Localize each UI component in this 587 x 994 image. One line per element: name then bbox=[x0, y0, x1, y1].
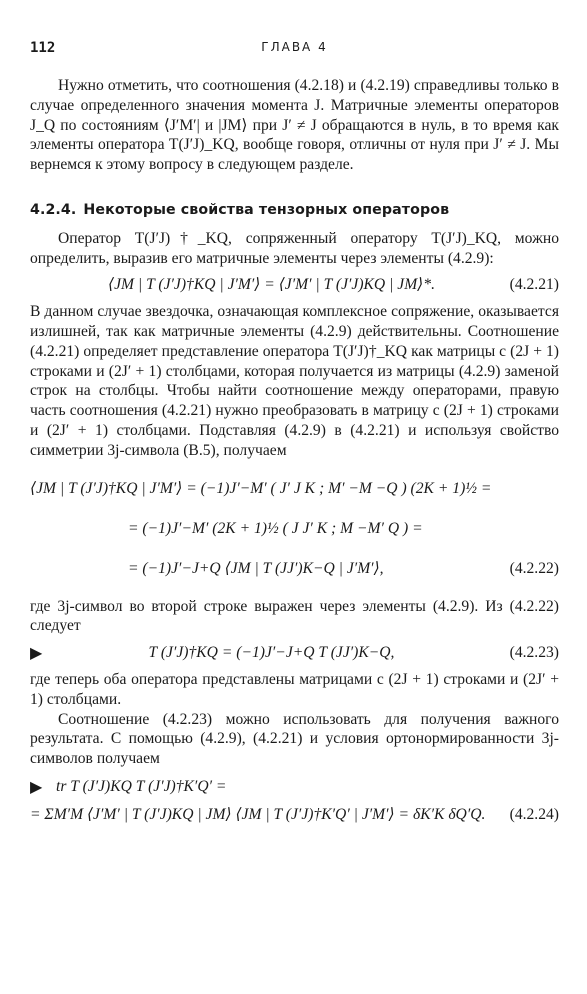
page-number: 112 bbox=[30, 40, 56, 56]
equation-expression: ⟨JM | T (J′J)†KQ | J′M′⟩ = (−1)J′−M′ ( J′ J K ; M′ −M −Q ) (2K + 1)½ = bbox=[30, 479, 492, 497]
equation-expression: tr T (J′J)KQ T (J′J)†K′Q′ = bbox=[56, 778, 227, 796]
chapter-title: ГЛАВА 4 bbox=[261, 40, 328, 54]
equation-number: (4.2.22) bbox=[509, 559, 559, 577]
equation-line bbox=[30, 773, 559, 801]
equation-4-2-24 bbox=[30, 773, 559, 829]
equation-expression: = ΣM′M ⟨J′M′ | T (J′J)KQ | JM⟩ ⟨JM | T (J′J)†K′Q′ | J′M′⟩ = δK′K δQ′Q. bbox=[30, 806, 486, 824]
equation-line bbox=[30, 549, 559, 589]
paragraph-3: где 3j-символ во второй строке выражен через элементы (4.2.9). Из (4.2.22) следует bbox=[30, 597, 559, 635]
intro-paragraph: Нужно отметить, что соотношения (4.2.18) и (4.2.19) справедливы только в случае определенного значения момента J. Матричные элементы операторов J_Q по состояниям ⟨J′M′| и |JM⟩ при J′ ≠ J обращаются в нуль, в то время как элементы оператора T(J′J)_KQ, вообще говоря, отличны от нуля при J′ ≠ J. Мы вернемся к этому вопросу в следующем разделе. bbox=[30, 77, 559, 174]
equation-line bbox=[30, 509, 559, 549]
running-header bbox=[30, 40, 559, 56]
page-body bbox=[30, 76, 559, 829]
equation-4-2-23 bbox=[30, 643, 559, 663]
equation-expression: = (−1)J′−J+Q ⟨JM | T (JJ′)K−Q | J′M′⟩, bbox=[128, 559, 384, 577]
equation-expression: T (J′J)†KQ = (−1)J′−J+Q T (JJ′)K−Q, bbox=[148, 644, 395, 662]
important-marker-icon: ▶ bbox=[30, 643, 43, 663]
equation-expression: ⟨JM | T (J′J)†KQ | J′M′⟩ = ⟨J′M′ | T (J′J)KQ | JM⟩*. bbox=[108, 276, 435, 294]
equation-number: (4.2.21) bbox=[509, 276, 559, 294]
equation-line bbox=[30, 801, 559, 829]
paragraph-2: В данном случае звездочка, означающая комплексное сопряжение, оказывается излишней, так как матричные элементы (4.2.9) действительны. Соотношение (4.2.21) определяет представление оператора T(J′J)†_KQ как матрицы с (2J + 1) строками и (2J′ + 1) столбцами, которая получается из матрицы (4.2.9) заменой строк на столбцы. Чтобы найти соотношение между операторами, правую часть соотношения (4.2.21) нужно преобразовать в матрицу с (2J + 1) строками и (2J′ + 1) столбцами. Подставляя (4.2.9) в (4.2.21) и используя свойство симметрии 3j-символа (В.5), получаем bbox=[30, 303, 559, 459]
paragraph-5: Соотношение (4.2.23) можно использовать для получения важного результата. С помощью (4.2.9), (4.2.21) и условия ортонормированности 3j-символов получаем bbox=[30, 710, 559, 768]
section-number: 4.2.4. bbox=[30, 201, 77, 218]
equation-number: (4.2.24) bbox=[509, 806, 559, 824]
paragraph-1: Оператор T(J′J)†_KQ, сопряженный оператору T(J′J)_KQ, можно определить, выразив его матричные элементы через элементы (4.2.9): bbox=[30, 229, 559, 267]
paragraph-4: где теперь оба оператора представлены матрицами с (2J + 1) строками и (2J′ + 1) столбцами. bbox=[30, 670, 559, 708]
equation-expression: = (−1)J′−M′ (2K + 1)½ ( J J′ K ; M −M′ Q ) = bbox=[128, 519, 423, 537]
equation-line bbox=[30, 469, 559, 509]
section-heading bbox=[30, 201, 559, 221]
section-title: Некоторые свойства тензорных операторов bbox=[83, 201, 450, 218]
important-marker-icon: ▶ bbox=[30, 777, 43, 797]
equation-4-2-21 bbox=[30, 275, 559, 295]
equation-4-2-22 bbox=[30, 469, 559, 589]
equation-number: (4.2.23) bbox=[509, 644, 559, 662]
